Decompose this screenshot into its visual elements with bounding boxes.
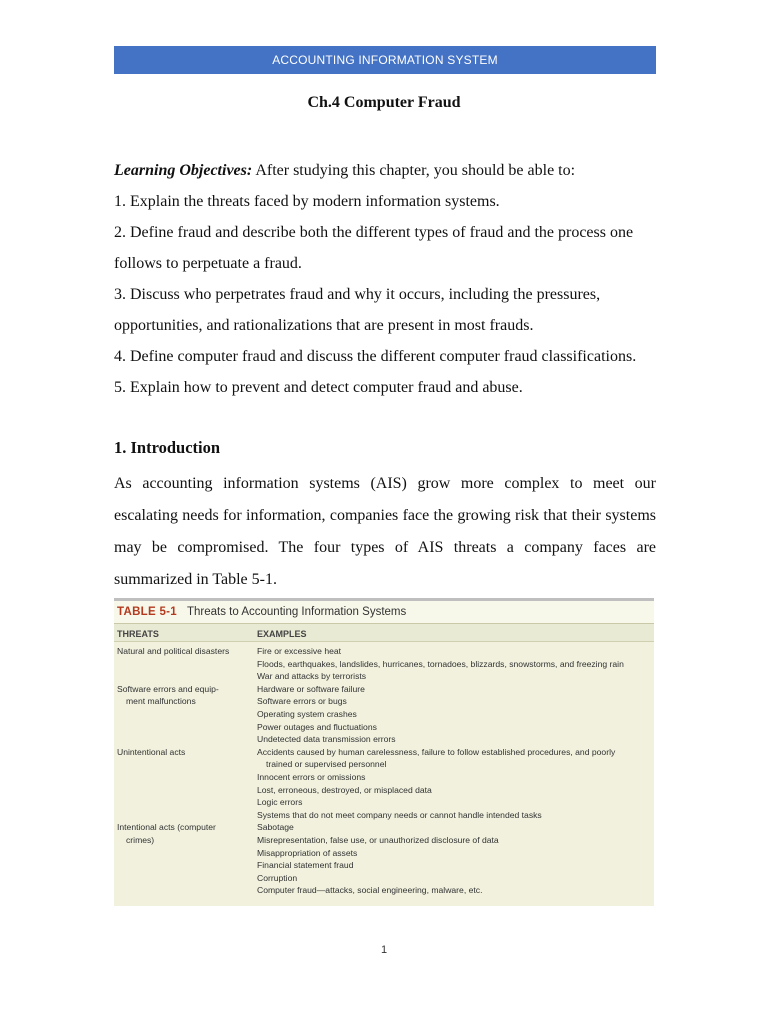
example-item: Floods, earthquakes, landslides, hurricanes, tornadoes, blizzards, snowstorms, and freezing rain: [257, 658, 624, 669]
example-item: War and attacks by terrorists: [257, 671, 367, 682]
threat-label-continued: ment malfunctions: [126, 696, 196, 707]
example-item: Misrepresentation, false use, or unauthorized disclosure of data: [257, 834, 499, 845]
objective-item: 3. Discuss who perpetrates fraud and why it occurs, including the pressures, opportunities, and rationalizations that are present in most frauds.: [114, 286, 601, 334]
examples-cell: [257, 683, 654, 746]
column-header-examples: EXAMPLES: [257, 629, 307, 639]
objective-item: 2. Define fraud and describe both the different types of fraud and the process one follows to perpetuate a fraud.: [114, 224, 634, 272]
table-column-headers: [114, 624, 654, 642]
example-item: Accidents caused by human carelessness, failure to follow established procedures, and poorly: [257, 746, 616, 757]
examples-cell: [257, 645, 654, 683]
example-item: Corruption: [257, 872, 298, 883]
example-item-continued: trained or supervised personnel: [266, 759, 387, 770]
example-item: Computer fraud—attacks, social engineering, malware, etc.: [257, 885, 483, 896]
document-header-bar: [114, 46, 656, 74]
example-item: Sabotage: [257, 822, 294, 833]
threat-cell: [117, 746, 257, 822]
threat-label: Unintentional acts: [117, 746, 186, 757]
chapter-title: Ch.4 Computer Fraud: [307, 94, 461, 111]
objective-item: 5. Explain how to prevent and detect computer fraud and abuse.: [114, 379, 523, 396]
introduction-paragraph: As accounting information systems (AIS) grow more complex to meet our escalating needs for information, companies face the growing risk that their systems may be compromised. The four types of AIS threats a company faces are summarized in Table 5-1.: [114, 475, 656, 588]
section-heading: 1. Introduction: [114, 438, 221, 457]
introduction-text: [114, 468, 656, 596]
examples-cell: [257, 821, 654, 897]
threat-cell: [117, 645, 257, 683]
example-item: Software errors or bugs: [257, 696, 347, 707]
example-item: Misappropriation of assets: [257, 847, 358, 858]
example-item: Systems that do not meet company needs or cannot handle intended tasks: [257, 809, 542, 820]
threat-cell: [117, 683, 257, 746]
objective-item: 4. Define computer fraud and discuss the different computer fraud classifications.: [114, 348, 637, 365]
table-row: [114, 683, 654, 746]
example-item: Undetected data transmission errors: [257, 734, 396, 745]
threat-cell: [117, 821, 257, 897]
example-item: Hardware or software failure: [257, 683, 365, 694]
objective-item: 1. Explain the threats faced by modern information systems.: [114, 193, 500, 210]
threat-label: Software errors and equip-: [117, 683, 219, 694]
example-item: Logic errors: [257, 797, 303, 808]
example-item: Operating system crashes: [257, 708, 357, 719]
examples-cell: [257, 746, 654, 822]
table-name: Threats to Accounting Information Systems: [187, 606, 407, 618]
example-item: Power outages and fluctuations: [257, 721, 377, 732]
example-item: Fire or excessive heat: [257, 646, 342, 656]
threat-label-continued: crimes): [126, 834, 155, 845]
learning-objectives-intro: [114, 155, 656, 186]
table-row: [114, 746, 654, 822]
learning-objectives-label: Learning Objectives:: [114, 162, 253, 179]
table-number: TABLE 5-1: [117, 606, 177, 618]
threat-label: Natural and political disasters: [117, 646, 230, 656]
page-number: 1: [380, 944, 388, 956]
threats-table: [114, 598, 654, 906]
table-row: [114, 821, 654, 897]
learning-objectives: [114, 155, 656, 403]
example-item: Financial statement fraud: [257, 860, 354, 871]
table-row: [114, 645, 654, 683]
header-title: ACCOUNTING INFORMATION SYSTEM: [272, 53, 498, 67]
column-header-threats: THREATS: [117, 629, 159, 639]
threat-label: Intentional acts (computer: [117, 822, 216, 833]
example-item: Lost, erroneous, destroyed, or misplaced data: [257, 784, 432, 795]
example-item: Innocent errors or omissions: [257, 771, 366, 782]
table-title: [114, 601, 654, 624]
learning-objectives-intro-text: After studying this chapter, you should be able to:: [252, 162, 576, 179]
